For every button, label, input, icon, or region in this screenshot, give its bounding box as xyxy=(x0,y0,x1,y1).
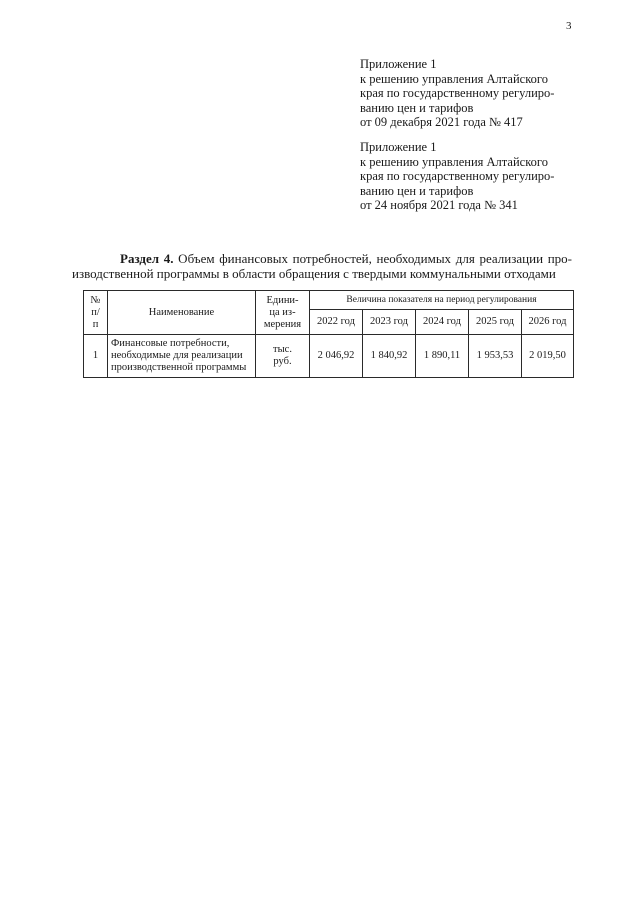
header-period-group: Величина показателя на период регулирования xyxy=(310,291,574,310)
cell-name-line: производственной программы xyxy=(111,362,247,373)
cell-number: 1 xyxy=(84,335,108,378)
financial-needs-table xyxy=(83,290,574,378)
appendix-line: к решению управления Алтайского xyxy=(360,71,548,86)
header-year: 2022 год xyxy=(310,310,363,335)
section-heading xyxy=(72,251,572,281)
appendix-line: от 24 ноября 2021 года № 341 xyxy=(360,198,518,212)
header-number-line: п xyxy=(92,318,99,330)
header-unit-line: мерения xyxy=(263,318,302,330)
header-unit-line: ца из- xyxy=(269,306,296,318)
header-name: Наименование xyxy=(108,291,256,335)
table-row xyxy=(84,335,574,378)
appendix-line: ванию цен и тарифов xyxy=(360,100,474,115)
cell-value: 2 019,50 xyxy=(522,335,574,378)
appendix-line: Приложение 1 xyxy=(360,140,437,154)
header-year: 2023 год xyxy=(363,310,416,335)
section-heading-line-1 xyxy=(72,251,572,266)
cell-unit-line: тыс. xyxy=(273,344,292,355)
header-number xyxy=(84,291,108,335)
header-number-line: № xyxy=(90,294,101,306)
cell-unit xyxy=(256,335,310,378)
cell-value: 1 890,11 xyxy=(416,335,469,378)
page-number: 3 xyxy=(566,20,572,32)
appendix-previous xyxy=(360,140,600,213)
cell-unit-line: руб. xyxy=(273,356,292,367)
appendix-line: к решению управления Алтайского xyxy=(360,154,548,169)
header-year: 2026 год xyxy=(522,310,574,335)
header-unit xyxy=(256,291,310,335)
section-title-part-2: изводственной программы в области обращения с твердыми коммунальными отходами xyxy=(72,266,556,281)
section-label: Раздел 4. xyxy=(120,251,174,266)
header-number-line: п/ xyxy=(91,306,100,318)
header-year: 2024 год xyxy=(416,310,469,335)
cell-name xyxy=(108,335,256,378)
appendix-line: от 09 декабря 2021 года № 417 xyxy=(360,115,523,129)
appendix-line: Приложение 1 xyxy=(360,57,437,71)
header-year: 2025 год xyxy=(469,310,522,335)
section-title-part-1: Объем финансовых потребностей, необходимых для реализации про- xyxy=(173,251,572,266)
appendix-current xyxy=(360,57,600,130)
cell-name-line: Финансовые потребности, xyxy=(111,338,230,349)
cell-value: 2 046,92 xyxy=(310,335,363,378)
header-unit-line: Едини- xyxy=(266,294,299,306)
cell-value: 1 953,53 xyxy=(469,335,522,378)
appendix-line: края по государственному регулиро- xyxy=(360,169,555,183)
cell-name-line: необходимые для реализации xyxy=(111,350,243,361)
appendix-line: края по государственному регулиро- xyxy=(360,86,555,100)
cell-value: 1 840,92 xyxy=(363,335,416,378)
appendix-line: ванию цен и тарифов xyxy=(360,183,474,198)
